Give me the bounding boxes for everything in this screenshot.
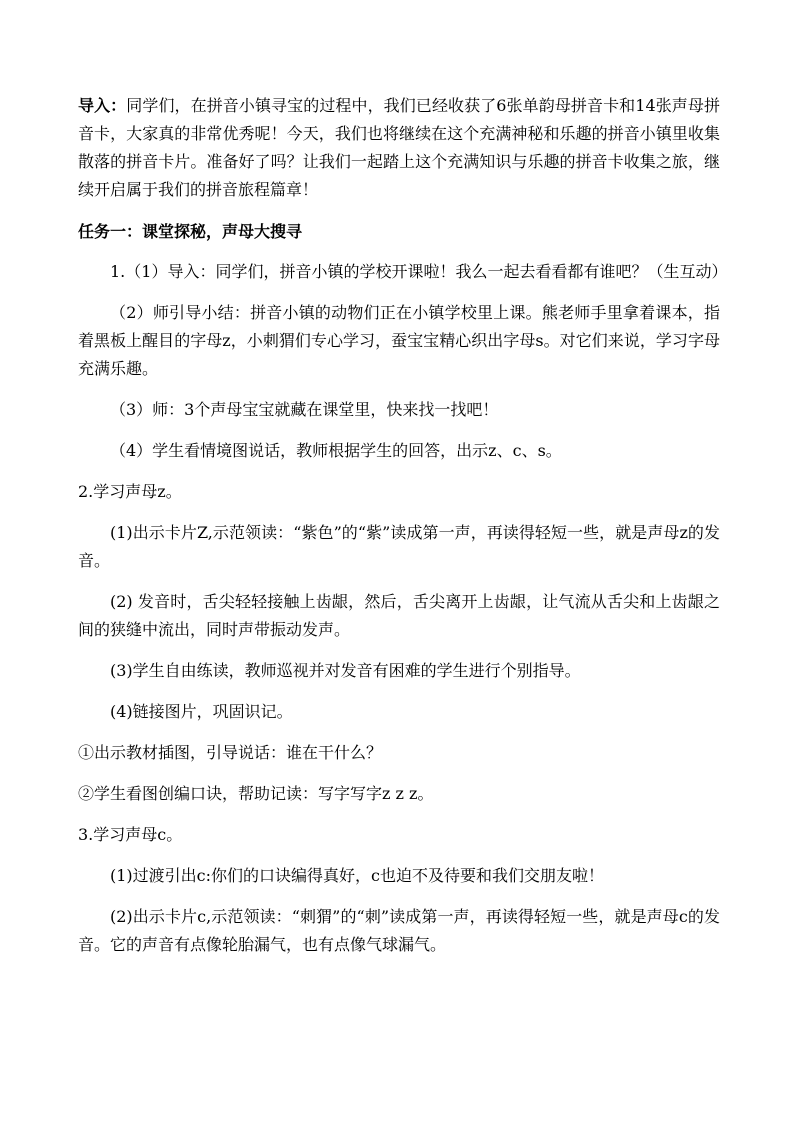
- section2-paragraph-1: (1)出示卡片Z,示范领读：“紫色”的“紫”读成第一声，再读得轻短一些，就是声母z的发音。: [78, 523, 720, 570]
- document-body: [78, 92, 728, 972]
- section1-paragraph-2: （2）师引导小结：拼音小镇的动物们正在小镇学校里上课。熊老师手里拿着课本，指着黑板上醒目的字母z，小刺猬们专心学习，蚕宝宝精心织出字母s。对它们来说，学习字母充满乐趣。: [78, 303, 720, 378]
- section2-paragraph-2: (2) 发音时，舌尖轻轻接触上齿龈，然后，舌尖离开上齿龈，让气流从舌尖和上齿龈之间的狭缝中流出，同时声带振动发声。: [78, 592, 720, 639]
- intro-label: 导入：: [78, 96, 127, 115]
- section2-paragraph-4: (4)链接图片，巩固识记。: [110, 702, 293, 721]
- section1-paragraph-3: （3）师：3个声母宝宝就藏在课堂里，快来找一找吧！: [110, 400, 499, 419]
- section1-paragraph-1: 1.（1）导入：同学们，拼音小镇的学校开课啦！我么一起去看看都有谁吧？（生互动）: [110, 262, 728, 281]
- intro-text: 同学们，在拼音小镇寻宝的过程中，我们已经收获了6张单韵母拼音卡和14张声母拼音卡，大家真的非常优秀呢！今天，我们也将继续在这个充满神秘和乐趣的拼音小镇里收集散落的拼音卡片。准备好了吗？让我们一起踏上这个充满知识与乐趣的拼音卡收集之旅，继续开启属于我们的拼音旅程篇章！: [78, 96, 720, 199]
- section3-paragraph-1: (1)过渡引出c:你们的口诀编得真好，c也迫不及待要和我们交朋友啦！: [110, 866, 604, 885]
- section2-item-2: ②学生看图创编口诀，帮助记读：写字写字z z z。: [78, 784, 434, 803]
- section2-item-1: ①出示教材插图，引导说话：谁在干什么？: [78, 743, 383, 762]
- section2-paragraph-3: (3)学生自由练读，教师巡视并对发音有困难的学生进行个别指导。: [110, 661, 581, 680]
- section2-title: 2.学习声母z。: [78, 482, 182, 501]
- section3-title: 3.学习声母c。: [78, 825, 183, 844]
- intro-paragraph: [78, 92, 720, 204]
- task-heading: 任务一：课堂探秘，声母大搜寻: [78, 222, 303, 241]
- section1-paragraph-4: （4）学生看情境图说话，教师根据学生的回答，出示z、c、s。: [110, 441, 562, 460]
- section3-paragraph-2: (2)出示卡片c,示范领读：“刺猬”的“刺”读成第一声，再读得轻短一些，就是声母c的发音。它的声音有点像轮胎漏气，也有点像气球漏气。: [78, 907, 720, 954]
